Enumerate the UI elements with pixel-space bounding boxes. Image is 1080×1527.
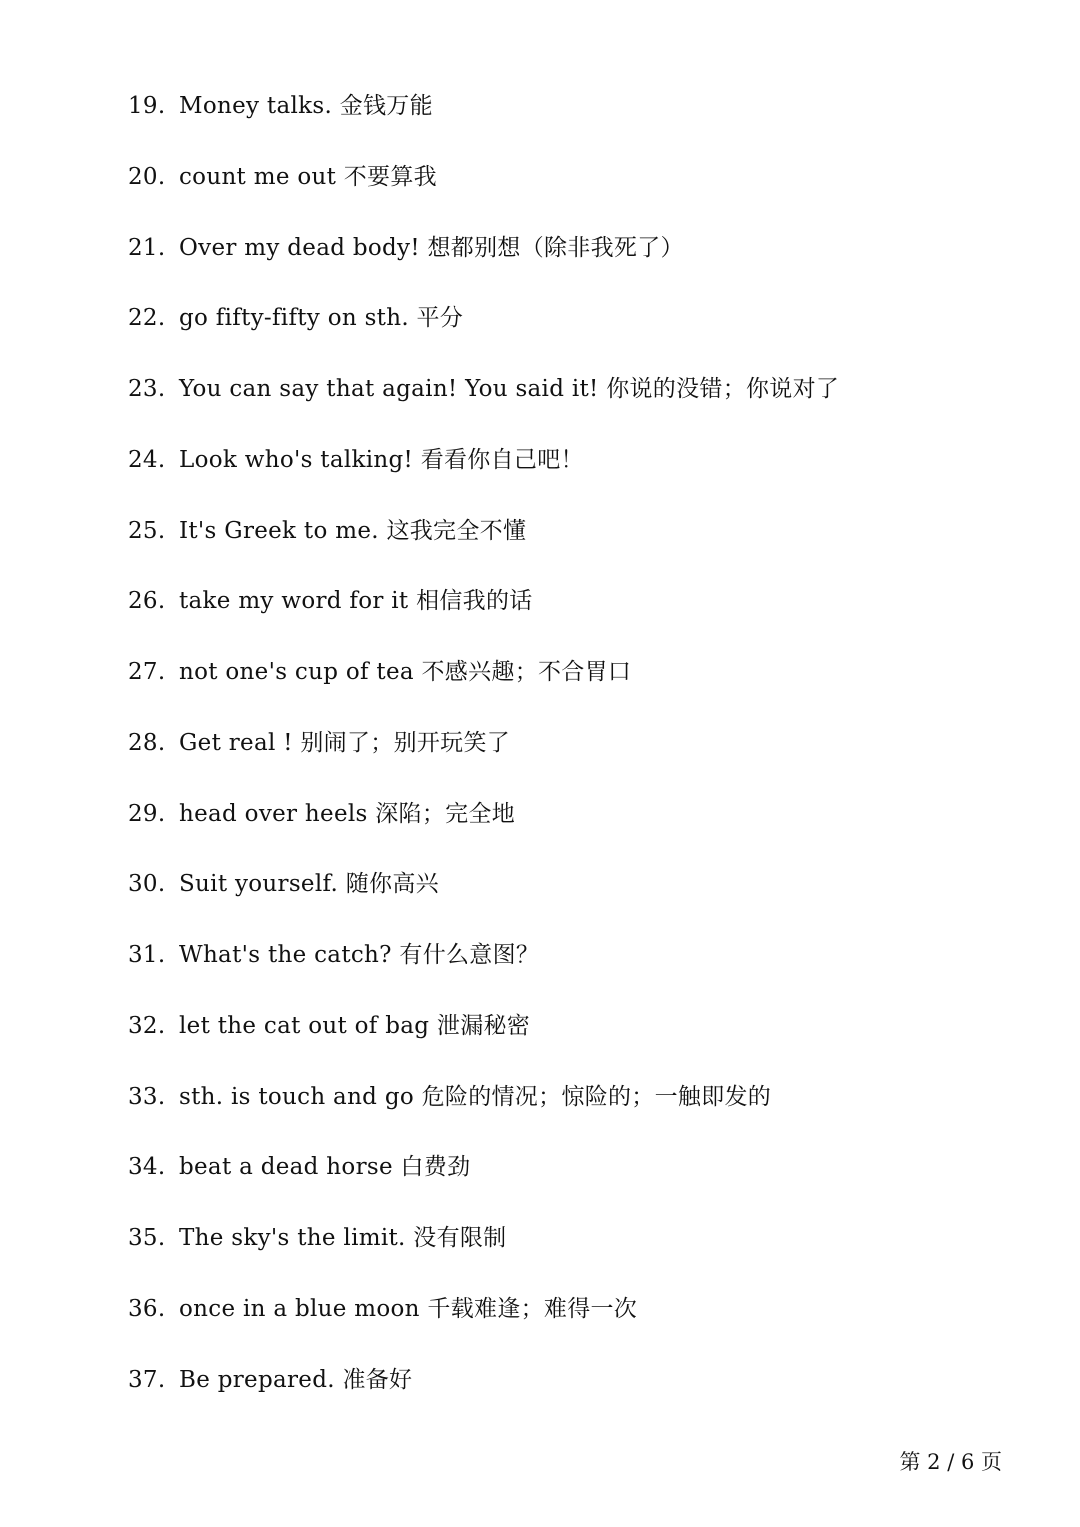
item-number: 34.	[128, 1154, 166, 1181]
item-text: Over my dead body! 想都别想（除非我死了）	[179, 234, 684, 261]
item-text: What's the catch? 有什么意图？	[179, 942, 540, 968]
item-number: 33.	[128, 1083, 166, 1110]
item-number: 23.	[128, 376, 166, 402]
list-item	[128, 1003, 1028, 1074]
list-item	[128, 225, 1028, 296]
item-number: 21.	[128, 234, 166, 261]
page-number-footer: 第 2 / 6 页	[899, 1450, 1002, 1474]
list-item	[128, 649, 1028, 720]
item-text: It's Greek to me. 这我完全不懂	[179, 517, 527, 544]
item-text: Money talks. 金钱万能	[179, 93, 433, 119]
list-item	[128, 791, 1028, 862]
phrase-list	[128, 83, 1028, 1427]
item-number: 24.	[128, 446, 166, 473]
item-number: 36.	[128, 1295, 166, 1322]
item-text: once in a blue moon 千载难逢；难得一次	[179, 1295, 638, 1322]
item-number: 20.	[128, 163, 166, 190]
item-number: 35.	[128, 1225, 166, 1251]
list-item	[128, 154, 1028, 225]
item-text: let the cat out of bag 泄漏秘密	[179, 1012, 531, 1039]
item-number: 37.	[128, 1366, 166, 1393]
item-number: 22.	[128, 305, 166, 332]
item-text: The sky's the limit. 没有限制	[179, 1225, 507, 1251]
item-text: head over heels 深陷；完全地	[179, 800, 516, 827]
item-text: count me out 不要算我	[179, 163, 437, 190]
item-number: 25.	[128, 517, 166, 544]
list-item	[128, 861, 1028, 932]
item-text: not one's cup of tea 不感兴趣；不合胃口	[179, 659, 632, 685]
item-text: Look who's talking! 看看你自己吧！	[179, 446, 584, 473]
list-item	[128, 1286, 1028, 1357]
item-text: Be prepared. 准备好	[179, 1366, 413, 1393]
list-item	[128, 437, 1028, 508]
item-text: Suit yourself. 随你高兴	[179, 871, 439, 898]
item-number: 19.	[128, 93, 166, 119]
item-number: 31.	[128, 942, 166, 968]
item-text: go fifty-fifty on sth. 平分	[179, 305, 464, 332]
list-item	[128, 1144, 1028, 1215]
item-text: Get real ! 别闹了；别开玩笑了	[179, 729, 511, 756]
item-text: sth. is touch and go 危险的情况；惊险的；一触即发的	[179, 1083, 772, 1110]
item-number: 32.	[128, 1012, 166, 1039]
item-text: You can say that again! You said it! 你说的没错；你说对了	[179, 376, 840, 402]
item-text: beat a dead horse 白费劲	[179, 1154, 471, 1181]
item-number: 27.	[128, 659, 166, 685]
item-number: 30.	[128, 871, 166, 898]
list-item	[128, 1074, 1028, 1145]
list-item	[128, 83, 1028, 154]
list-item	[128, 295, 1028, 366]
list-item	[128, 1215, 1028, 1286]
list-item	[128, 1357, 1028, 1428]
item-number: 29.	[128, 800, 166, 827]
list-item	[128, 932, 1028, 1003]
item-text: take my word for it 相信我的话	[179, 588, 533, 615]
list-item	[128, 720, 1028, 791]
list-item	[128, 508, 1028, 579]
item-number: 28.	[128, 729, 166, 756]
list-item	[128, 366, 1028, 437]
list-item	[128, 578, 1028, 649]
item-number: 26.	[128, 588, 166, 615]
